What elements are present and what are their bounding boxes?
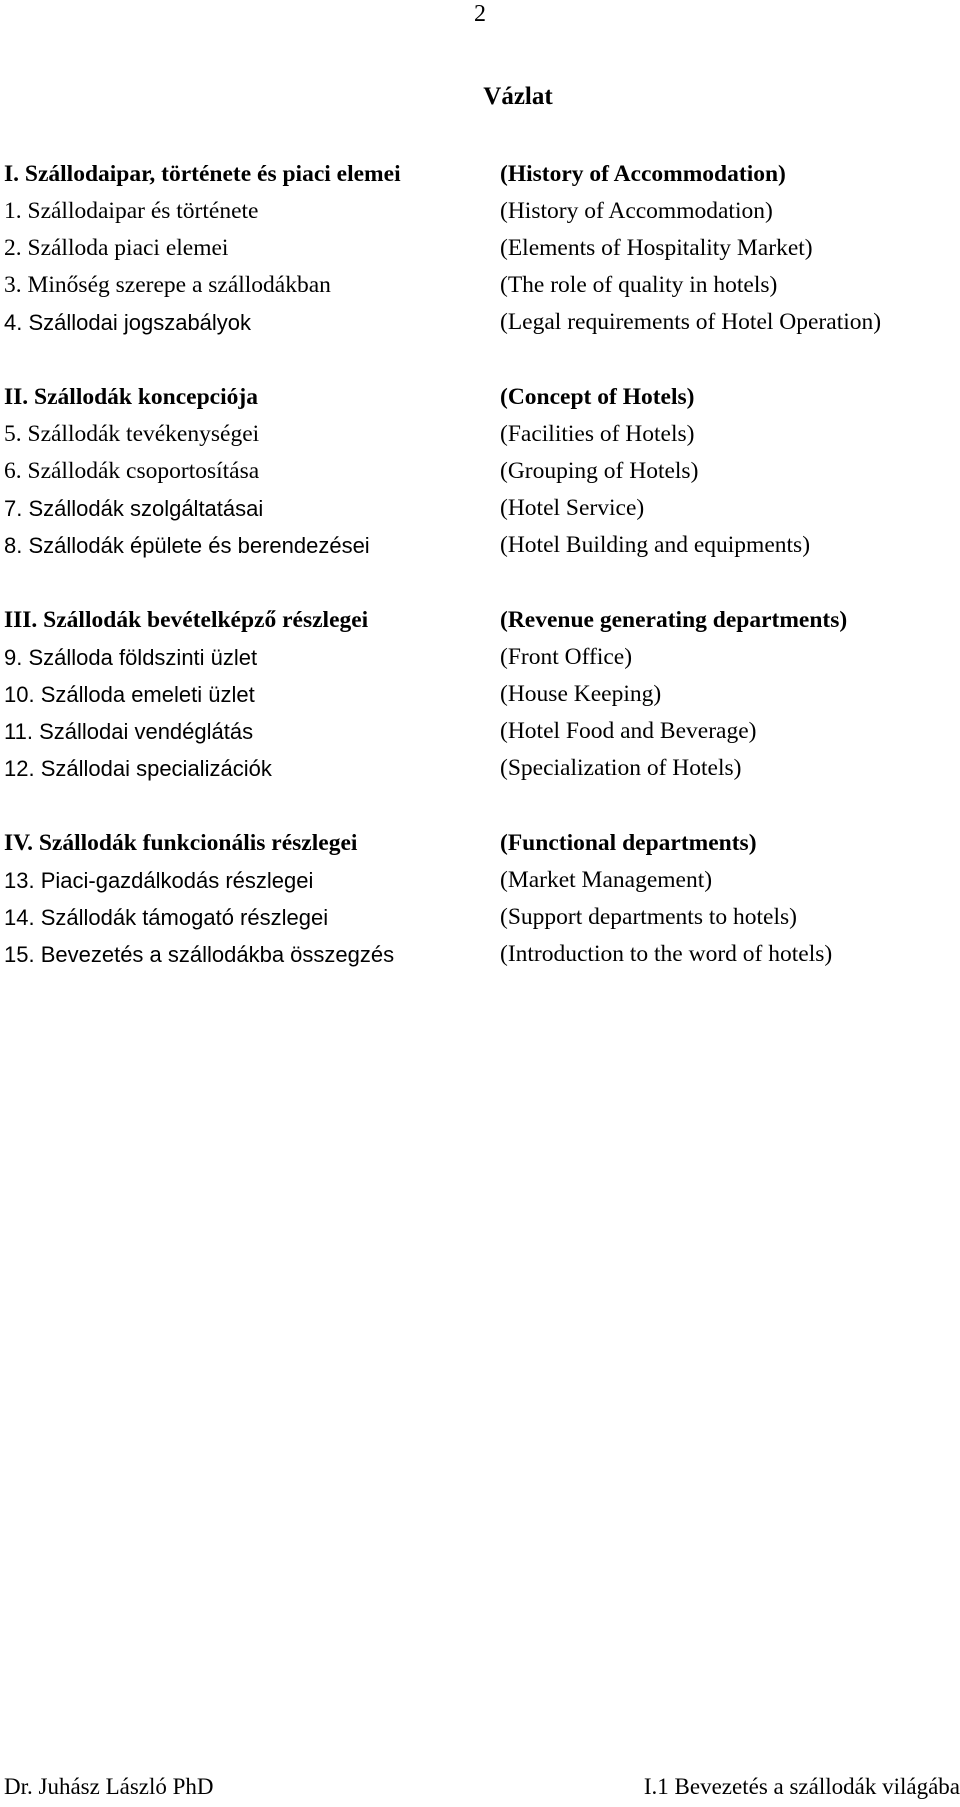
- item-en: (The role of quality in hotels): [500, 272, 778, 298]
- outline-item: [4, 527, 956, 564]
- outline-item: [4, 267, 956, 304]
- outline-item: [4, 936, 956, 973]
- outline-item: [4, 899, 956, 936]
- heading-hu: IV. Szállodák funkcionális részlegei: [4, 830, 358, 856]
- section-3: [4, 602, 956, 787]
- item-hu: 9. Szálloda földszinti üzlet: [4, 644, 258, 670]
- item-en: (Hotel Building and equipments): [500, 532, 811, 558]
- heading-en: (Concept of Hotels): [500, 384, 695, 410]
- item-hu: 3. Minőség szerepe a szállodákban: [4, 272, 331, 298]
- outline-item: [4, 453, 956, 490]
- item-hu: 11. Szállodai vendéglátás: [4, 718, 254, 744]
- item-hu: 5. Szállodák tevékenységei: [4, 421, 260, 447]
- item-en: (History of Accommodation): [500, 198, 773, 224]
- heading-hu: III. Szállodák bevételképző részlegei: [4, 607, 369, 633]
- footer-author: Dr. Juhász László PhD: [4, 1774, 214, 1799]
- page-number: 2: [474, 1, 486, 27]
- outline-item: [4, 639, 956, 676]
- item-en: (Market Management): [500, 867, 713, 893]
- item-en: (Hotel Service): [500, 495, 645, 521]
- section-4: [4, 825, 956, 973]
- item-en: (Support departments to hotels): [500, 904, 797, 930]
- item-en: (House Keeping): [500, 681, 662, 707]
- heading-en: (Revenue generating departments): [500, 607, 848, 633]
- item-hu: 4. Szállodai jogszabályok: [4, 309, 252, 335]
- item-en: (Legal requirements of Hotel Operation): [500, 309, 882, 335]
- section-heading: [4, 825, 956, 862]
- footer-course: I.1 Bevezetés a szállodák világába: [643, 1774, 960, 1799]
- section-1: [4, 156, 956, 341]
- item-en: (Introduction to the word of hotels): [500, 941, 833, 967]
- outline-item: [4, 862, 956, 899]
- outline: [4, 156, 956, 1011]
- item-en: (Facilities of Hotels): [500, 421, 695, 447]
- outline-item: [4, 490, 956, 527]
- outline-item: [4, 304, 956, 341]
- item-hu: 12. Szállodai specializációk: [4, 755, 272, 781]
- item-hu: 13. Piaci-gazdálkodás részlegei: [4, 867, 314, 893]
- outline-item: [4, 230, 956, 267]
- item-hu: 10. Szálloda emeleti üzlet: [4, 681, 255, 707]
- item-hu: 7. Szállodák szolgáltatásai: [4, 495, 264, 521]
- outline-item: [4, 750, 956, 787]
- outline-item: [4, 713, 956, 750]
- heading-en: (History of Accommodation): [500, 161, 786, 187]
- item-en: (Front Office): [500, 644, 633, 670]
- item-hu: 15. Bevezetés a szállodákba összegzés: [4, 941, 395, 967]
- item-en: (Grouping of Hotels): [500, 458, 699, 484]
- page-title: Vázlat: [483, 83, 553, 110]
- item-hu: 2. Szálloda piaci elemei: [4, 235, 229, 261]
- item-hu: 6. Szállodák csoportosítása: [4, 458, 260, 484]
- section-heading: [4, 156, 956, 193]
- heading-hu: I. Szállodaipar, története és piaci elemei: [4, 161, 401, 187]
- item-hu: 1. Szállodaipar és története: [4, 198, 259, 224]
- item-en: (Elements of Hospitality Market): [500, 235, 813, 261]
- item-en: (Hotel Food and Beverage): [500, 718, 757, 744]
- item-en: (Specialization of Hotels): [500, 755, 742, 781]
- section-heading: [4, 602, 956, 639]
- outline-item: [4, 676, 956, 713]
- heading-hu: II. Szállodák koncepciója: [4, 384, 258, 410]
- item-hu: 8. Szállodák épülete és berendezései: [4, 532, 370, 558]
- section-2: [4, 379, 956, 564]
- heading-en: (Functional departments): [500, 830, 757, 856]
- item-hu: 14. Szállodák támogató részlegei: [4, 904, 329, 930]
- outline-item: [4, 193, 956, 230]
- outline-item: [4, 416, 956, 453]
- section-heading: [4, 379, 956, 416]
